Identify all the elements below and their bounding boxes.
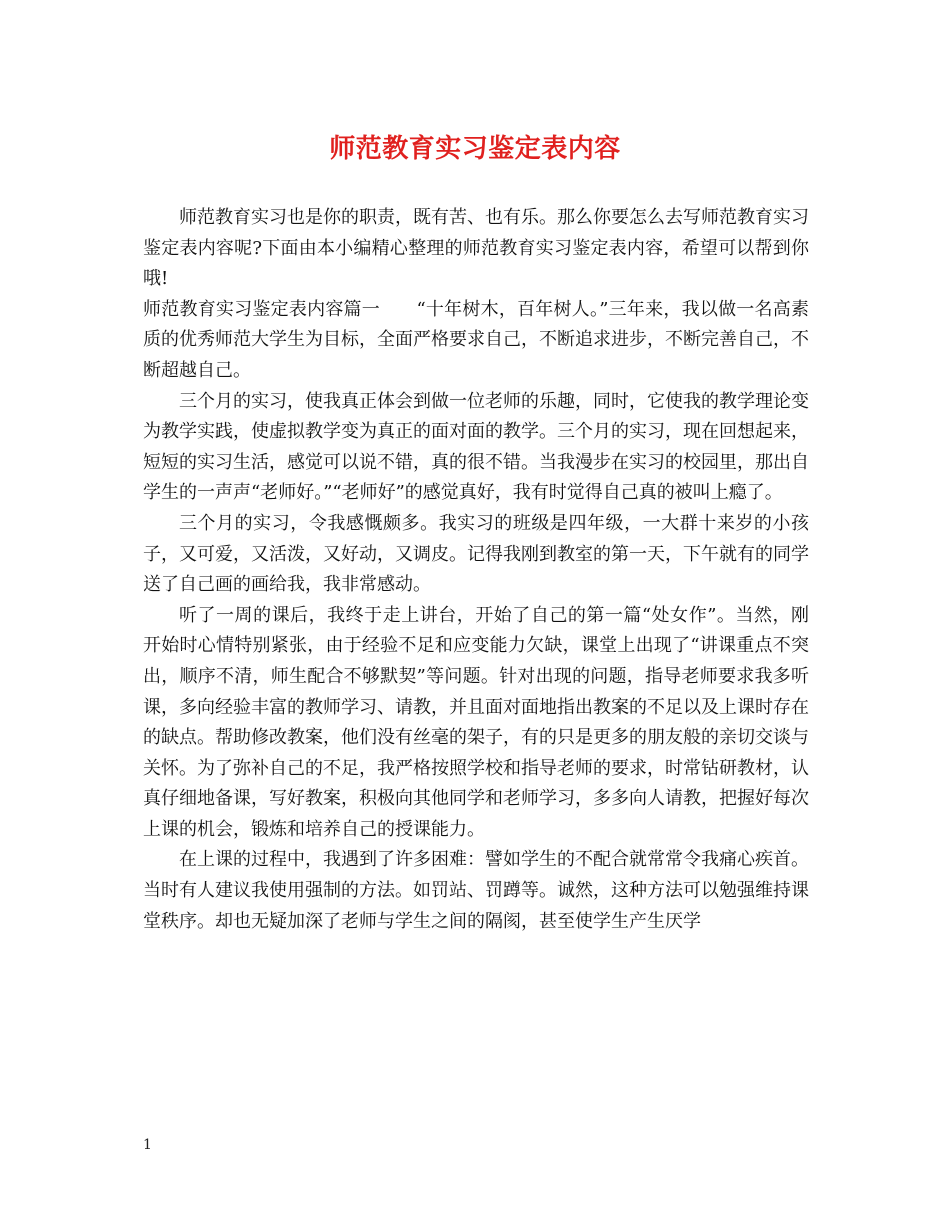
paragraph-difficulties: 在上课的过程中，我遇到了许多困难：譬如学生的不配合就常常令我痛心疾首。当时有人建议我使用强制的方法。如罚站、罚蹲等。诚然，这种方法可以勉强维持课堂秩序。却也无疑加深了老师与学生之间的隔阂，甚至使学生产生厌学 — [143, 849, 809, 932]
paragraph-section-one: 师范教育实习鉴定表内容篇一 “十年树木，百年树人。”三年来，我以做一名高素质的优秀师范大学生为目标，全面严格要求自己，不断追求进步，不断完善自己，不断超越自己。 — [143, 298, 809, 381]
document-title: 师范教育实习鉴定表内容 — [329, 134, 621, 164]
paragraph-class: 三个月的实习，令我感慨颇多。我实习的班级是四年级，一大群十来岁的小孩子，又可爱，又活泼，又好动，又调皮。记得我刚到教室的第一天，下午就有的同学送了自己画的画给我，我非常感动。 — [143, 512, 809, 596]
paragraph-intro: 师范教育实习也是你的职责，既有苦、也有乐。那么你要怎么去写师范教育实习鉴定表内容呢?下面由本小编精心整理的师范教育实习鉴定表内容，希望可以帮到你哦! — [143, 207, 809, 290]
paragraph-first-lesson: 听了一周的课后，我终于走上讲台，开始了自己的第一篇“处女作”。当然，刚开始时心情特别紧张，由于经验不足和应变能力欠缺，课堂上出现了“讲课重点不突出，顺序不清，师生配合不够默契”等问题。针对出现的问题，指导老师要求我多听课，多向经验丰富的教师学习、请教，并且面对面地指出教案的不足以及上课时存在的缺点。帮助修改教案，他们没有丝毫的架子，有的只是更多的朋友般的亲切交谈与关怀。为了弥补自己的不足，我严格按照学校和指导老师的要求，时常钻研教材，认真仔细地备课，写好教案，积极向其他同学和老师学习，多多向人请教，把握好每次上课的机会，锻炼和培养自己的授课能力。 — [143, 604, 809, 840]
document-body — [143, 203, 809, 937]
paragraph-three-months: 三个月的实习，使我真正体会到做一位老师的乐趣，同时，它使我的教学理论变为教学实践，使虚拟教学变为真正的面对面的教学。三个月的实习，现在回想起来，短短的实习生活，感觉可以说不错，真的很不错。当我漫步在实习的校园里，那出自学生的一声声“老师好。”“老师好”的感觉真好，我有时觉得自己真的被叫上瘾了。 — [143, 390, 809, 504]
page-number: 1 — [143, 1137, 152, 1153]
